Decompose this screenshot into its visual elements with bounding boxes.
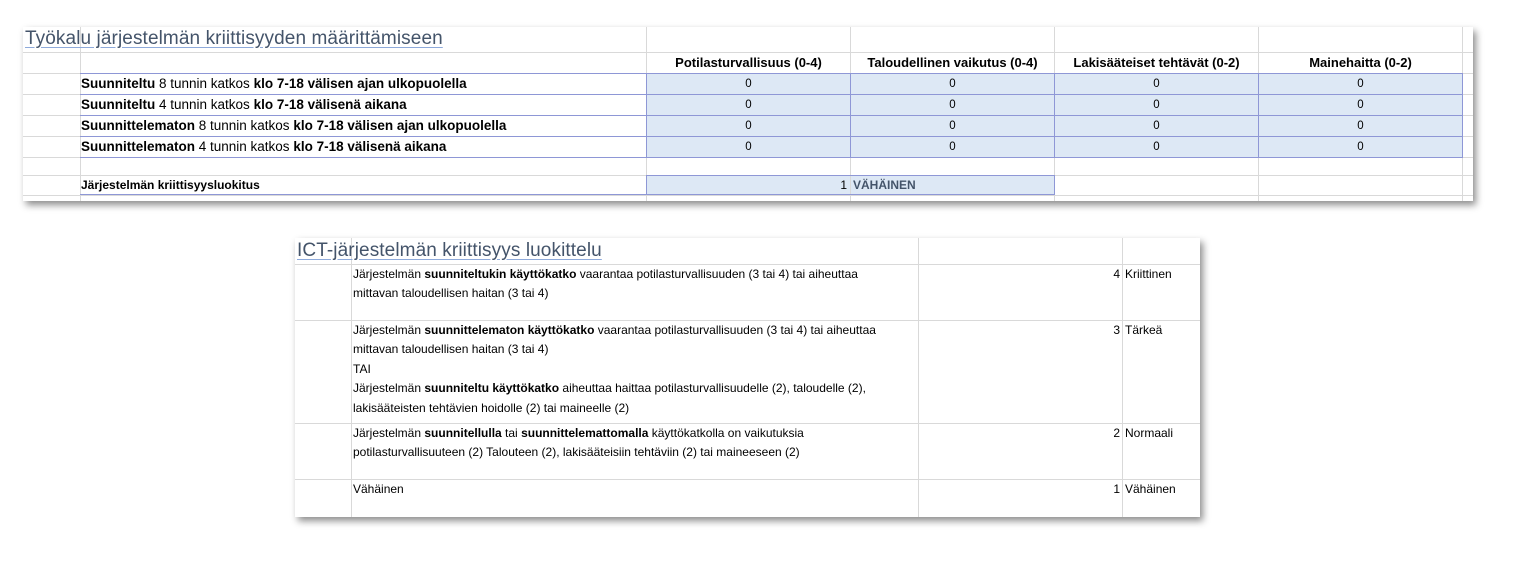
value-cell[interactable]: 0 — [1259, 74, 1462, 94]
row-label: Suunniteltu 8 tunnin katkos klo 7-18 välisen ajan ulkopuolella — [81, 76, 467, 91]
value-cell[interactable]: 0 — [1055, 116, 1258, 136]
description-line: Järjestelmän suunnittelematon käyttökatko vaarantaa potilasturvallisuuden (3 tai 4) tai aiheuttaa — [353, 323, 876, 337]
gridline — [918, 238, 919, 517]
classification-number: 4 — [1113, 267, 1120, 281]
row-label: Suunnittelematon 8 tunnin katkos klo 7-18 välisen ajan ulkopuolella — [81, 118, 507, 133]
table-border — [1054, 175, 1055, 195]
header-taloudellinen-vaikutus: Taloudellinen vaikutus (0-4) — [867, 55, 1038, 70]
header-lakisaateiset-tehtavat: Lakisääteiset tehtävät (0-2) — [1073, 55, 1240, 70]
value-cell[interactable]: 0 — [1055, 137, 1258, 157]
value-cell[interactable]: 0 — [647, 137, 850, 157]
row-label: Suunniteltu 4 tunnin katkos klo 7-18 välisenä aikana — [81, 97, 407, 112]
description-line: lakisääteisten tehtävien hoidolle (2) tai maineelle (2) — [353, 400, 630, 415]
value-cell[interactable]: 0 — [647, 95, 850, 115]
classification-description — [353, 424, 913, 463]
tool-title: Työkalu järjestelmän kriittisyyden määrittämiseen — [25, 28, 443, 49]
table-border — [646, 73, 647, 158]
classification-level: Vähäinen — [1125, 482, 1176, 496]
summary-value[interactable]: 1 — [647, 176, 850, 194]
table-border — [850, 73, 851, 158]
table-border — [646, 194, 1055, 195]
table-border — [1054, 73, 1055, 158]
description-line: TAI — [353, 361, 371, 376]
value-cell[interactable]: 0 — [851, 137, 1054, 157]
gridline — [351, 238, 352, 517]
classification-number: 2 — [1113, 426, 1120, 440]
table-border — [80, 94, 1463, 95]
classification-description — [353, 480, 913, 499]
table-border — [80, 115, 1463, 116]
summary-label: Järjestelmän kriittisyysluokitus — [81, 178, 260, 192]
table-border — [1258, 73, 1259, 158]
description-line: mittavan taloudellisen haitan (3 tai 4) — [353, 342, 549, 357]
description-line: Järjestelmän suunniteltu käyttökatko aiheuttaa haittaa potilasturvallisuudelle (2), taloudelle (2), — [353, 381, 866, 396]
classification-level: Kriittinen — [1125, 267, 1172, 281]
gridline — [23, 195, 1473, 196]
gridline — [1122, 238, 1123, 517]
classification-level: Normaali — [1125, 426, 1174, 440]
header-mainehaitta: Mainehaitta (0-2) — [1309, 55, 1412, 70]
value-cell[interactable]: 0 — [1259, 116, 1462, 136]
row-label: Suunnittelematon 4 tunnin katkos klo 7-18 välisenä aikana — [81, 139, 447, 154]
description-line: Järjestelmän suunnitellulla tai suunnittelemattomalla käyttökatkolla on vaikutuksia — [353, 426, 804, 440]
description-line: potilasturvallisuuteen (2) Talouteen (2), lakisääteisiin tehtäviin (2) tai maineeseen (2) — [353, 445, 800, 460]
value-cell[interactable]: 0 — [851, 116, 1054, 136]
table-border — [646, 175, 1055, 176]
header-potilasturvallisuus: Potilasturvallisuus (0-4) — [675, 55, 822, 70]
value-cell[interactable]: 0 — [1259, 95, 1462, 115]
value-cell[interactable]: 0 — [851, 95, 1054, 115]
table-border — [80, 136, 1463, 137]
value-cell[interactable]: 0 — [647, 116, 850, 136]
value-cell[interactable]: 0 — [1055, 95, 1258, 115]
value-cell[interactable]: 0 — [1259, 137, 1462, 157]
summary-underline — [80, 194, 647, 195]
table-border — [80, 157, 1463, 158]
value-cell[interactable]: 0 — [851, 74, 1054, 94]
value-cell[interactable]: 0 — [1055, 74, 1258, 94]
classification-title: ICT-järjestelmän kriittisyys luokittelu — [297, 240, 602, 261]
classification-level: Tärkeä — [1125, 323, 1163, 337]
criticality-tool-sheet — [23, 27, 1473, 201]
classification-description — [353, 321, 913, 418]
classification-description — [353, 265, 913, 304]
table-border — [646, 175, 647, 195]
classification-number: 3 — [1113, 323, 1120, 337]
description-line: Järjestelmän suunniteltukin käyttökatko vaarantaa potilasturvallisuuden (3 tai 4) tai aiheuttaa — [353, 267, 858, 281]
classification-sheet — [295, 238, 1200, 517]
description-line: Vähäinen — [353, 482, 404, 496]
summary-class[interactable]: VÄHÄINEN — [851, 176, 1054, 194]
classification-number: 1 — [1113, 482, 1120, 496]
description-line: mittavan taloudellisen haitan (3 tai 4) — [353, 286, 549, 301]
value-cell[interactable]: 0 — [647, 74, 850, 94]
table-border — [1462, 73, 1463, 158]
